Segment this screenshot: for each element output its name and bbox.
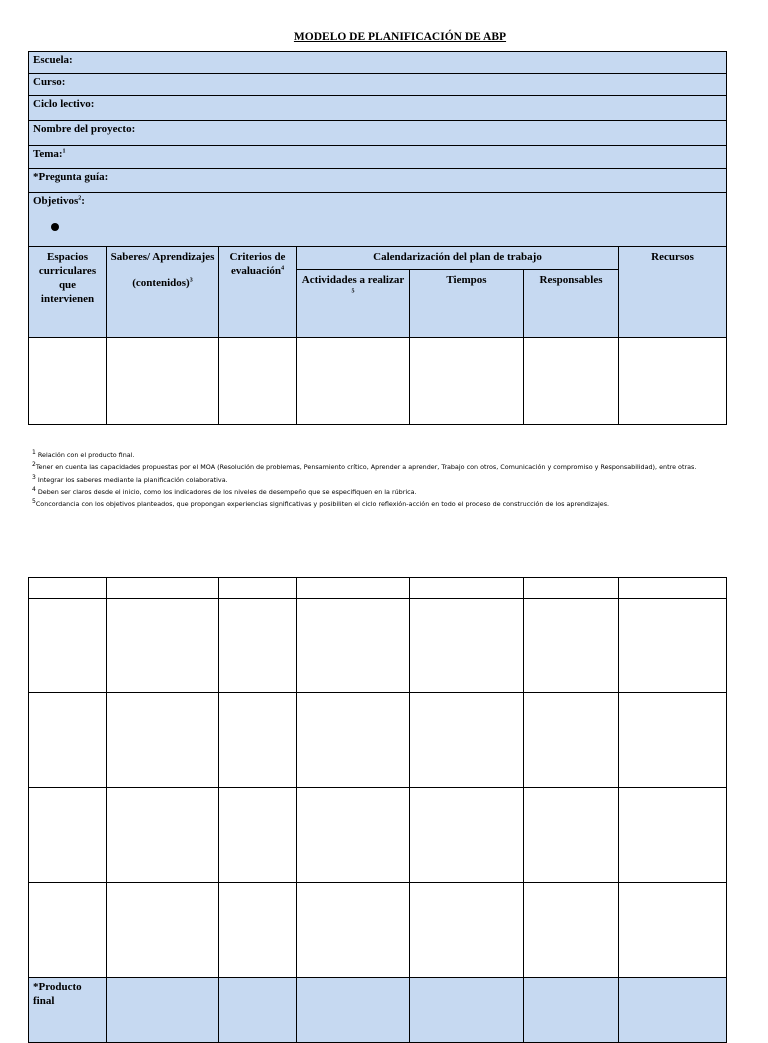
table-cell[interactable] (219, 599, 297, 693)
escuela-field[interactable] (29, 52, 727, 74)
actividades-footnote-ref: 5 (351, 288, 355, 295)
planning-table (28, 51, 727, 425)
table-cell[interactable] (107, 693, 219, 788)
table-cell[interactable] (297, 578, 410, 599)
table-cell[interactable] (107, 578, 219, 599)
table-row (29, 883, 727, 978)
table-cell[interactable] (297, 883, 410, 978)
table-cell[interactable] (29, 578, 107, 599)
header-actividades: Actividades a realizar $^5$ (297, 270, 410, 338)
table-row (29, 338, 727, 425)
header-tiempos: Tiempos (410, 270, 524, 338)
objetivos-footnote-ref: 2 (78, 195, 82, 202)
producto-final-row (29, 978, 727, 1043)
objetivos-field[interactable] (29, 193, 727, 247)
table-cell[interactable] (410, 788, 524, 883)
table-row (29, 578, 727, 599)
table-cell[interactable] (219, 978, 297, 1043)
header-recursos: Recursos (619, 247, 727, 338)
nombre-proyecto-label: Nombre del proyecto: (33, 123, 136, 135)
footnotes (32, 449, 696, 510)
table-cell[interactable] (107, 338, 219, 425)
curso-label: Curso: (33, 76, 66, 88)
table-cell[interactable] (619, 578, 727, 599)
footnote-3: $^3$ Integrar los saberes mediante la planificación colaborativa. (32, 473, 228, 484)
table-cell[interactable] (410, 578, 524, 599)
objetivos-label: Objetivos (33, 195, 79, 207)
tema-label: Tema: (33, 148, 63, 160)
table-row (29, 693, 727, 788)
table-cell[interactable] (410, 978, 524, 1043)
table-cell[interactable] (410, 693, 524, 788)
table-cell[interactable] (29, 599, 107, 693)
table-cell[interactable] (107, 978, 219, 1043)
table-cell[interactable] (107, 883, 219, 978)
table-cell[interactable] (297, 978, 410, 1043)
table-cell[interactable] (297, 338, 410, 425)
footnote-1: $^1$ Relación con el producto final. (32, 448, 135, 459)
table-cell[interactable] (297, 693, 410, 788)
table-cell[interactable] (219, 338, 297, 425)
table-row (29, 599, 727, 693)
table-cell[interactable] (29, 338, 107, 425)
criterios-footnote-ref: 4 (281, 265, 285, 272)
table-cell[interactable] (619, 693, 727, 788)
nombre-proyecto-field[interactable] (29, 121, 727, 146)
objetivos-colon: : (81, 195, 85, 207)
table-cell[interactable] (219, 578, 297, 599)
table-row (29, 788, 727, 883)
table-cell[interactable] (297, 788, 410, 883)
producto-final-label: *Producto final (29, 978, 107, 1043)
table-cell[interactable] (524, 338, 619, 425)
table-cell[interactable] (297, 599, 410, 693)
table-cell[interactable] (219, 883, 297, 978)
table-cell[interactable] (219, 788, 297, 883)
table-cell[interactable] (619, 599, 727, 693)
table-cell[interactable] (524, 978, 619, 1043)
curso-field[interactable] (29, 74, 727, 96)
saberes-footnote-ref: 3 (189, 277, 193, 284)
footnote-4: $^4$ Deben ser claros desde el inicio, como los indicadores de los niveles de desempeño que se especifiquen en la rúbrica. (32, 485, 417, 496)
tema-footnote-ref: 1 (62, 148, 66, 155)
table-cell[interactable] (410, 883, 524, 978)
bullet-icon (51, 223, 59, 231)
table-cell[interactable] (107, 599, 219, 693)
table-cell[interactable] (219, 693, 297, 788)
table-cell[interactable] (524, 599, 619, 693)
ciclo-label: Ciclo lectivo: (33, 98, 95, 110)
escuela-label: Escuela: (33, 54, 73, 66)
footnote-5: $^5$Concordancia con los objetivos planteados, que propongan experiencias significativas y posibiliten el ciclo reflexión-acción en todo el proceso de construcción de los aprendizajes. (32, 498, 610, 509)
table-cell[interactable] (619, 978, 727, 1043)
table-cell[interactable] (410, 599, 524, 693)
table-cell[interactable] (619, 338, 727, 425)
table-cell[interactable] (524, 693, 619, 788)
pregunta-guia-label: *Pregunta guía: (33, 171, 109, 183)
header-criterios: Criterios de evaluación$^4$ (219, 247, 297, 338)
header-saberes: Saberes/ Aprendizajes (contenidos)$^3$ (107, 247, 219, 338)
header-responsables: Responsables (524, 270, 619, 338)
table-cell[interactable] (29, 788, 107, 883)
table-cell[interactable] (619, 883, 727, 978)
table-cell[interactable] (107, 788, 219, 883)
pregunta-guia-field[interactable] (29, 169, 727, 193)
page-title: MODELO DE PLANIFICACIÓN DE ABP (293, 31, 507, 43)
table-cell[interactable] (524, 578, 619, 599)
continuation-table (28, 577, 727, 1043)
table-cell[interactable] (29, 693, 107, 788)
ciclo-field[interactable] (29, 96, 727, 121)
table-cell[interactable] (524, 883, 619, 978)
table-cell[interactable] (619, 788, 727, 883)
header-espacios: Espacios curriculares que intervienen (29, 247, 107, 338)
table-cell[interactable] (410, 338, 524, 425)
table-cell[interactable] (524, 788, 619, 883)
table-cell[interactable] (29, 883, 107, 978)
footnote-2: $^2$Tener en cuenta las capacidades propuestas por el MOA (Resolución de problemas, Pensamiento crítico, Aprender a aprender, Trabajo con otros, Comunicación y compromiso y Responsabilidad), entre otras. (32, 461, 697, 472)
header-calendarizacion: Calendarización del plan de trabajo (297, 247, 619, 270)
tema-field[interactable] (29, 146, 727, 169)
